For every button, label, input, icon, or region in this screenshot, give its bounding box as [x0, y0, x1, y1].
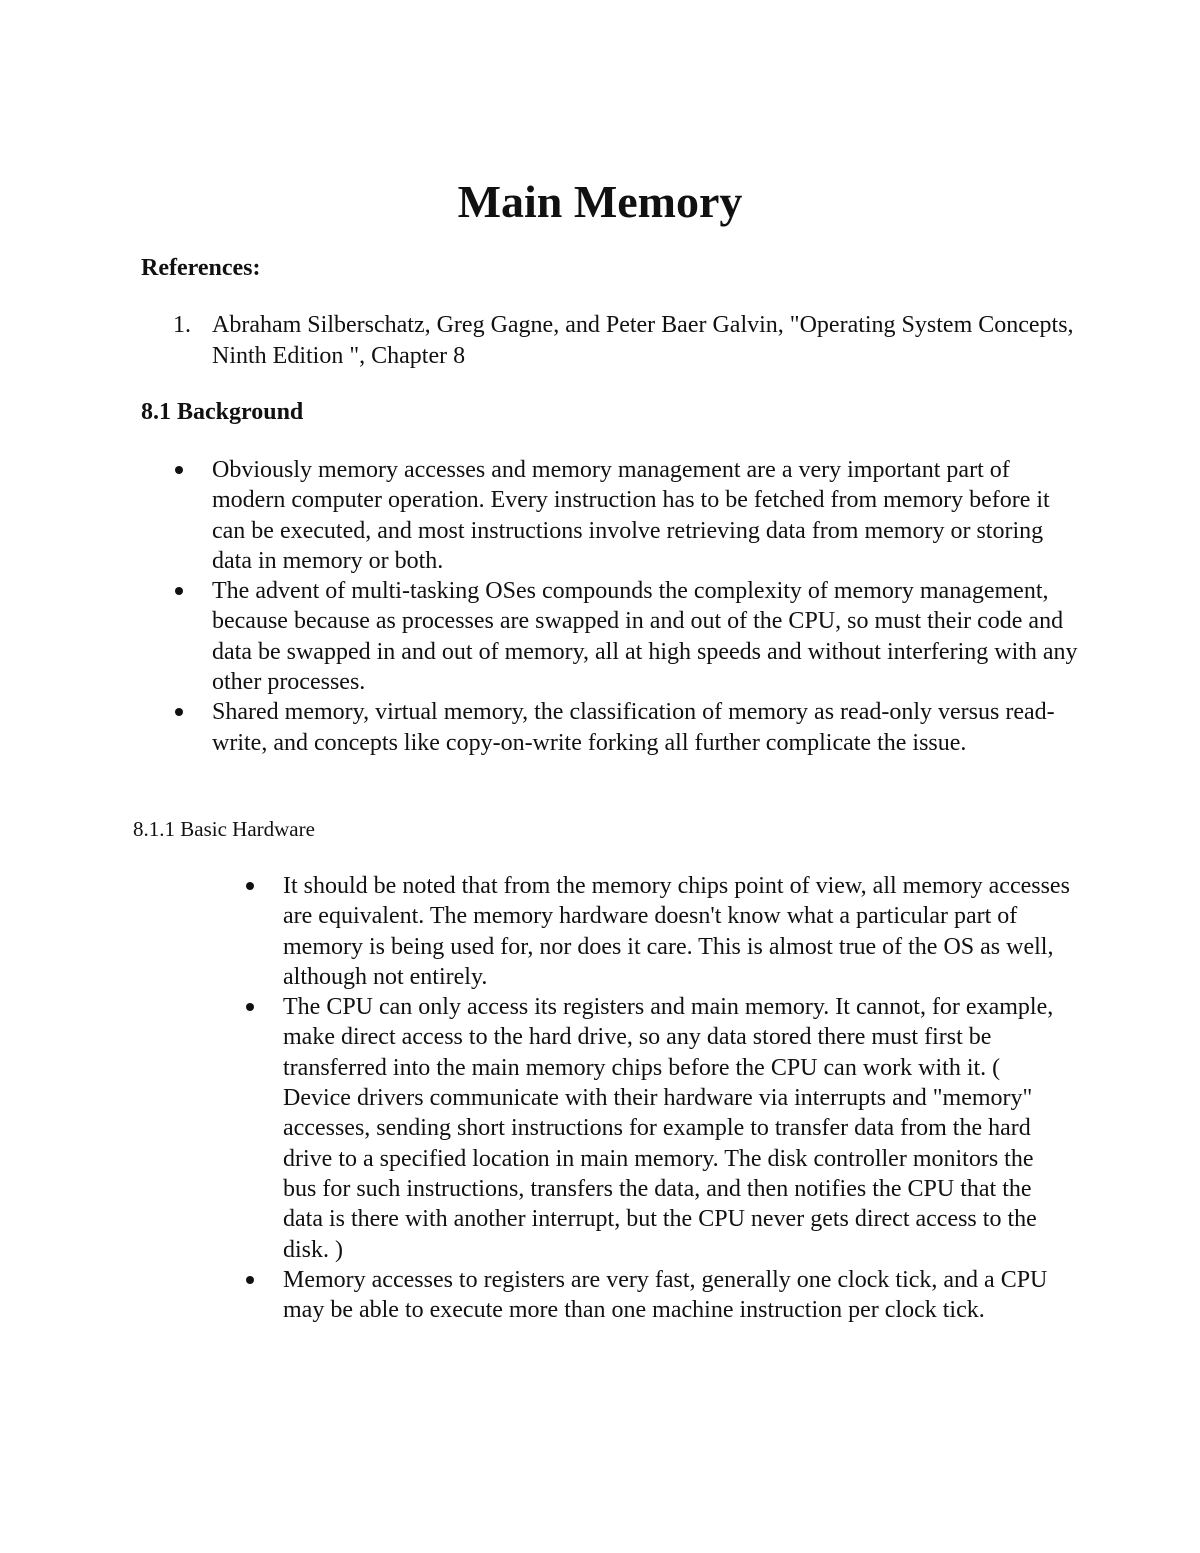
subsection-heading-basic-hardware: 8.1.1 Basic Hardware: [133, 817, 315, 841]
references-list: [141, 310, 1081, 371]
bullet-text: Memory accesses to registers are very fast, generally one clock tick, and a CPU may be able to execute more than one machine instruction per clock tick.: [283, 1266, 1048, 1324]
list-item: [141, 576, 1081, 697]
background-bullet-list: [141, 455, 1081, 758]
list-item: [212, 992, 1072, 1265]
bullet-icon: [246, 1003, 254, 1011]
bullet-text: Shared memory, virtual memory, the classification of memory as read-only versus read-write, and concepts like copy-on-write forking all further complicate the issue.: [212, 699, 1055, 756]
bullet-icon: [246, 882, 254, 890]
reference-item: [141, 310, 1081, 371]
references-heading: References:: [141, 255, 261, 281]
bullet-text: The CPU can only access its registers and main memory. It cannot, for example, make direct access to the hard drive, so any data stored there must first be transferred into the main memory chips before the CPU can work with it. ( Device drivers communicate with their hardware via interrupts and "memory" accesses, sending short instructions for example to transfer data from the hard drive to a specified location in main memory. The disk controller monitors the bus for such instructions, transfers the data, and then notifies the CPU that the data is there with another interrupt, but the CPU never gets direct access to the disk. ): [283, 994, 1054, 1263]
list-item: [141, 697, 1081, 758]
reference-number: 1.: [173, 312, 191, 338]
bullet-text: The advent of multi-tasking OSes compounds the complexity of memory management, because because as processes are swapped in and out of the CPU, so must their code and data be swapped in and out of memory, all at high speeds and without interfering with any other processes.: [212, 578, 1078, 696]
list-item: [212, 871, 1072, 992]
hardware-bullet-list: [212, 871, 1072, 1325]
bullet-icon: [175, 587, 183, 595]
bullet-icon: [175, 708, 183, 716]
bullet-icon: [175, 466, 183, 474]
bullet-text: Obviously memory accesses and memory management are a very important part of modern computer operation. Every instruction has to be fetched from memory before it can be executed, and most instructions involve retrieving data from memory or storing data in memory or both.: [212, 457, 1050, 574]
bullet-text: It should be noted that from the memory chips point of view, all memory accesses are equivalent. The memory hardware doesn't know what a particular part of memory is being used for, nor does it care. This is almost true of the OS as well, although not entirely.: [283, 873, 1070, 990]
list-item: [212, 1265, 1072, 1326]
list-item: [141, 455, 1081, 576]
reference-text: Abraham Silberschatz, Greg Gagne, and Peter Baer Galvin, "Operating System Concepts, Ninth Edition ", Chapter 8: [212, 312, 1074, 369]
bullet-icon: [246, 1276, 254, 1284]
section-heading-background: 8.1 Background: [141, 399, 304, 425]
page-title: Main Memory: [457, 176, 743, 227]
